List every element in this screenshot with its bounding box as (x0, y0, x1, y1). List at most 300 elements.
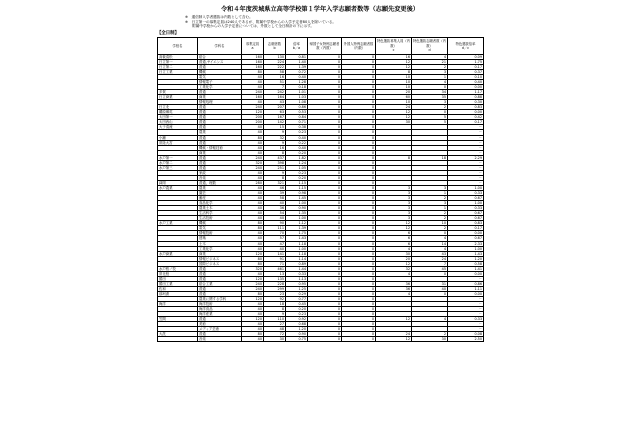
special-ratio-cell: － (448, 170, 484, 175)
applicants-cell: 299 (264, 286, 286, 291)
special-capacity-cell: 12 (376, 110, 412, 115)
special-capacity-cell: 12 (376, 64, 412, 69)
column-header (448, 37, 484, 54)
department-cell: 普通 (198, 332, 242, 337)
special-ratio-cell: 1.75 (448, 59, 484, 64)
capacity-cell: 280 (242, 180, 264, 185)
applicants-cell: 222 (264, 64, 286, 69)
capacity-cell: 160 (242, 95, 264, 100)
ratio-cell: 1.43 (286, 236, 308, 241)
applicants-cell: 72 (264, 332, 286, 337)
foreign-cell: 0 (342, 95, 376, 100)
school-name-cell: 磯原郷英 (158, 110, 198, 115)
note-line: ※ 日立第一の募集定員は240人であるが、附属中学校からの入学予定者80人を除いている。 (185, 19, 337, 24)
special-capacity-cell: 30 (376, 251, 412, 256)
special-applicants-cell: 1 (412, 191, 448, 196)
school-name-cell: 日立工業 (158, 69, 198, 74)
capacity-cell: 40 (242, 337, 264, 342)
special-capacity-cell: 3 (376, 191, 412, 196)
returnee-cell: 0 (308, 90, 342, 95)
column-header (198, 37, 242, 54)
special-capacity-cell: 12 (376, 261, 412, 266)
special-capacity-cell: 36 (376, 286, 412, 291)
column-header-label: 学科名 (214, 43, 225, 48)
special-ratio-cell: 0.42 (448, 115, 484, 120)
special-ratio-cell: 1.00 (448, 201, 484, 206)
department-cell: 普通 (198, 105, 242, 110)
table-row (158, 337, 484, 342)
returnee-cell: 0 (308, 186, 342, 191)
special-ratio-cell: 0.08 (448, 332, 484, 337)
special-ratio-cell: － (448, 130, 484, 135)
special-applicants-cell: 45 (412, 266, 448, 271)
capacity-cell: 200 (242, 120, 264, 125)
special-applicants-cell: 34 (412, 90, 448, 95)
school-name-cell: 水戸第二 (158, 160, 198, 165)
special-ratio-cell: － (448, 297, 484, 302)
ratio-cell: 0.40 (286, 145, 308, 150)
column-header-label: 倍率 (293, 41, 300, 46)
foreign-cell: 0 (342, 322, 376, 327)
applicants-cell: 58 (264, 196, 286, 201)
table-body (158, 54, 484, 342)
foreign-cell: 0 (342, 186, 376, 191)
department-cell: 情報電子 (198, 80, 242, 85)
foreign-cell: 0 (342, 261, 376, 266)
school-name-cell: 水戸第三 (158, 165, 198, 170)
returnee-cell: 0 (308, 216, 342, 221)
ratio-cell: 1.18 (286, 241, 308, 246)
capacity-cell: 40 (242, 80, 264, 85)
ratio-cell: 1.15 (286, 186, 308, 191)
special-ratio-cell: 0.00 (448, 291, 484, 296)
special-ratio-cell: － (448, 180, 484, 185)
returnee-cell: 0 (308, 302, 342, 307)
ratio-cell: 0.45 (286, 302, 308, 307)
special-ratio-cell: 0.58 (448, 261, 484, 266)
special-capacity-cell: 36 (376, 281, 412, 286)
ratio-cell: 1.18 (286, 251, 308, 256)
returnee-cell: 0 (308, 307, 342, 312)
department-cell: 機械 (198, 221, 242, 226)
foreign-cell: 0 (342, 64, 376, 69)
capacity-cell: 40 (242, 312, 264, 317)
special-applicants-cell: 2 (412, 226, 448, 231)
special-ratio-cell: 0.33 (448, 206, 484, 211)
capacity-cell: 80 (242, 332, 264, 337)
foreign-cell: 0 (342, 226, 376, 231)
foreign-cell: 0 (342, 317, 376, 322)
special-ratio-cell: 0.00 (448, 85, 484, 90)
capacity-cell: 40 (242, 175, 264, 180)
ratio-cell: 1.25 (286, 286, 308, 291)
special-applicants-cell: 4 (412, 80, 448, 85)
capacity-cell: 40 (242, 170, 264, 175)
special-capacity-cell: 3 (376, 211, 412, 216)
capacity-cell: 320 (242, 160, 264, 165)
applicants-cell: 51 (264, 80, 286, 85)
special-ratio-cell: 1.00 (448, 246, 484, 251)
foreign-cell: 0 (342, 266, 376, 271)
applicants-cell: 23 (264, 291, 286, 296)
returnee-cell: 0 (308, 110, 342, 115)
ratio-cell: 1.05 (286, 165, 308, 170)
school-name-cell: 小瀬 (158, 135, 198, 140)
capacity-cell: 40 (242, 271, 264, 276)
foreign-cell: 0 (342, 286, 376, 291)
returnee-cell: 0 (308, 175, 342, 180)
ratio-cell: 1.13 (286, 276, 308, 281)
special-applicants-cell: 0 (412, 85, 448, 90)
foreign-cell: 0 (342, 216, 376, 221)
applicants-table (157, 37, 484, 343)
applicants-cell: 71 (264, 261, 286, 266)
applicants-cell: 141 (264, 251, 286, 256)
special-applicants-cell: 3 (412, 201, 448, 206)
special-ratio-cell: 0.37 (448, 69, 484, 74)
ratio-cell: 1.45 (286, 196, 308, 201)
applicants-cell: 111 (264, 226, 286, 231)
department-cell: 普通 (198, 271, 242, 276)
special-ratio-cell: 0.88 (448, 95, 484, 100)
special-applicants-cell: 5 (412, 120, 448, 125)
foreign-cell: 0 (342, 180, 376, 185)
column-header (158, 37, 198, 54)
applicants-cell: 142 (264, 120, 286, 125)
capacity-cell: 80 (242, 256, 264, 261)
foreign-cell: 0 (342, 291, 376, 296)
returnee-cell: 0 (308, 241, 342, 246)
applicants-cell: 135 (264, 276, 286, 281)
ratio-cell: 0.38 (286, 125, 308, 130)
foreign-cell: 0 (342, 135, 376, 140)
returnee-cell: 0 (308, 312, 342, 317)
special-ratio-cell: 0.33 (448, 317, 484, 322)
applicants-cell: 90 (264, 221, 286, 226)
applicants-cell: 7 (264, 85, 286, 90)
capacity-cell: 40 (242, 100, 264, 105)
applicants-cell: 8 (264, 175, 286, 180)
special-ratio-cell: 0.86 (448, 281, 484, 286)
department-cell: 土木 (198, 241, 242, 246)
capacity-cell: 200 (242, 115, 264, 120)
special-capacity-cell: 12 (376, 221, 412, 226)
returnee-cell: 0 (308, 145, 342, 150)
returnee-cell: 0 (308, 291, 342, 296)
returnee-cell: 0 (308, 211, 342, 216)
foreign-cell: 0 (342, 206, 376, 211)
column-header (286, 37, 308, 54)
applicants-cell: 9 (264, 130, 286, 135)
applicants-cell: 9 (264, 170, 286, 175)
department-cell: メディア芸術 (198, 327, 242, 332)
returnee-cell: 0 (308, 256, 342, 261)
returnee-cell: 0 (308, 281, 342, 286)
school-name-cell: 高萩清松 (158, 54, 198, 59)
ratio-cell: 1.40 (286, 59, 308, 64)
department-cell: 総合 (198, 54, 242, 59)
special-ratio-cell: 2.33 (448, 241, 484, 246)
capacity-cell: 40 (242, 216, 264, 221)
special-capacity-cell: 12 (376, 115, 412, 120)
special-ratio-cell: 1.00 (448, 186, 484, 191)
foreign-cell: 0 (342, 241, 376, 246)
foreign-cell: 0 (342, 59, 376, 64)
special-capacity-cell: 12 (376, 59, 412, 64)
applicants-cell: 39 (264, 191, 286, 196)
special-capacity-cell: 6 (376, 241, 412, 246)
foreign-cell: 0 (342, 120, 376, 125)
department-cell: 普通 (198, 64, 242, 69)
special-applicants-cell: 0 (412, 271, 448, 276)
applicants-cell: 48 (264, 327, 286, 332)
foreign-cell: 0 (342, 256, 376, 261)
department-cell: 海洋技術 (198, 302, 242, 307)
ratio-cell: 0.18 (286, 85, 308, 90)
ratio-cell: 0.40 (286, 74, 308, 79)
capacity-cell: 120 (242, 297, 264, 302)
special-ratio-cell: 0.09 (448, 54, 484, 59)
special-capacity-cell: 20 (376, 256, 412, 261)
foreign-cell: 0 (342, 105, 376, 110)
returnee-cell: 0 (308, 155, 342, 160)
special-ratio-cell: 0.17 (448, 226, 484, 231)
foreign-cell: 0 (342, 130, 376, 135)
special-capacity-cell: 30 (376, 120, 412, 125)
returnee-cell: 0 (308, 74, 342, 79)
capacity-cell: 40 (242, 201, 264, 206)
school-name-cell: 佐和 (158, 286, 198, 291)
returnee-cell: 0 (308, 201, 342, 206)
special-ratio-cell: － (448, 135, 484, 140)
foreign-cell: 0 (342, 160, 376, 165)
special-applicants-cell: 0 (412, 231, 448, 236)
department-cell: 農業に関する学科 (198, 297, 242, 302)
special-ratio-cell: 0.67 (448, 196, 484, 201)
special-applicants-cell: 40 (412, 286, 448, 291)
special-applicants-cell: 2 (412, 211, 448, 216)
returnee-cell: 0 (308, 317, 342, 322)
capacity-cell: 40 (242, 231, 264, 236)
special-applicants-cell: 2 (412, 64, 448, 69)
applicants-cell: 16 (264, 74, 286, 79)
special-applicants-cell: 10 (412, 221, 448, 226)
special-capacity-cell: 10 (376, 85, 412, 90)
ratio-cell: 0.71 (286, 120, 308, 125)
special-applicants-cell: 24 (412, 256, 448, 261)
capacity-cell: 80 (242, 221, 264, 226)
special-applicants-cell: 4 (412, 236, 448, 241)
applicants-cell: 54 (264, 211, 286, 216)
special-ratio-cell: 2.29 (448, 155, 484, 160)
foreign-cell: 0 (342, 140, 376, 145)
department-cell: 生活技術 (198, 216, 242, 221)
special-capacity-cell: 16 (376, 54, 412, 59)
school-name-cell: 常陸大宮 (158, 140, 198, 145)
foreign-cell: 0 (342, 54, 376, 59)
returnee-cell: 0 (308, 80, 342, 85)
column-header-label: 特色選抜募集人員（内数） (377, 39, 410, 48)
department-cell: 音楽 (198, 337, 242, 342)
applicants-cell: 58 (264, 69, 286, 74)
ratio-cell: 1.24 (286, 160, 308, 165)
special-ratio-cell: 1.17 (448, 90, 484, 95)
special-ratio-cell: 1.43 (448, 251, 484, 256)
special-capacity-cell: 12 (376, 317, 412, 322)
department-cell: 商業 (198, 251, 242, 256)
applicants-cell: 251 (264, 165, 286, 170)
capacity-cell: 240 (242, 155, 264, 160)
returnee-cell: 0 (308, 59, 342, 64)
special-applicants-cell: 18 (412, 155, 448, 160)
foreign-cell: 0 (342, 80, 376, 85)
applicants-cell: 130 (264, 54, 286, 59)
foreign-cell: 0 (342, 332, 376, 337)
table-header (158, 37, 484, 54)
department-cell: 美術 (198, 322, 242, 327)
ratio-cell: 0.90 (286, 332, 308, 337)
applicants-cell: 47 (264, 241, 286, 246)
ratio-cell: 1.82 (286, 155, 308, 160)
school-name-cell: 勝田工業 (158, 281, 198, 286)
returnee-cell: 0 (308, 125, 342, 130)
returnee-cell: 0 (308, 286, 342, 291)
school-name-cell: 太田西山 (158, 120, 198, 125)
applicants-cell: 437 (264, 155, 286, 160)
ratio-cell: 1.20 (286, 327, 308, 332)
capacity-cell: 40 (242, 191, 264, 196)
applicants-cell: 228 (264, 281, 286, 286)
applicants-cell: 40 (264, 216, 286, 221)
special-capacity-cell: 10 (376, 80, 412, 85)
special-ratio-cell: － (448, 140, 484, 145)
department-cell: 普通 (198, 115, 242, 120)
section-label: 【全日制】 (157, 30, 179, 36)
ratio-cell: 1.12 (286, 221, 308, 226)
column-header (412, 37, 448, 54)
capacity-cell: 40 (242, 246, 264, 251)
applicants-cell: 40 (264, 246, 286, 251)
applicants-cell: 15 (264, 125, 286, 130)
special-capacity-cell: 4 (376, 271, 412, 276)
department-cell: 国際ビジネス (198, 261, 242, 266)
column-header (264, 37, 286, 54)
capacity-cell: 40 (242, 327, 264, 332)
ratio-cell: 1.00 (286, 216, 308, 221)
column-header-sub: a (251, 45, 254, 50)
foreign-cell: 0 (342, 90, 376, 95)
special-capacity-cell: 24 (376, 332, 412, 337)
special-applicants-cell: 21 (412, 59, 448, 64)
special-applicants-cell: 14 (412, 241, 448, 246)
department-cell: 農業土木 (198, 206, 242, 211)
school-name-cell: 緑岡 (158, 180, 198, 185)
applicants-cell: 30 (264, 337, 286, 342)
special-ratio-cell: － (448, 276, 484, 281)
special-capacity-cell: 3 (376, 186, 412, 191)
ratio-cell: 0.23 (286, 130, 308, 135)
school-name-cell (158, 337, 198, 342)
special-ratio-cell: － (448, 312, 484, 317)
ratio-cell: 1.15 (286, 180, 308, 185)
returnee-cell: 0 (308, 236, 342, 241)
returnee-cell: 0 (308, 271, 342, 276)
department-cell: 農業 (198, 130, 242, 135)
capacity-cell: 120 (242, 110, 264, 115)
foreign-cell: 0 (342, 271, 376, 276)
capacity-cell: 120 (242, 251, 264, 256)
school-name-cell: 日立第二 (158, 64, 198, 69)
returnee-cell: 0 (308, 170, 342, 175)
special-capacity-cell: 20 (376, 90, 412, 95)
ratio-cell: 0.77 (286, 297, 308, 302)
capacity-cell: 320 (242, 266, 264, 271)
returnee-cell: 0 (308, 150, 342, 155)
special-applicants-cell: 2 (412, 332, 448, 337)
special-ratio-cell: － (448, 145, 484, 150)
department-cell: 普通，理数 (198, 180, 242, 185)
department-cell: 普通 (198, 160, 242, 165)
column-header (342, 37, 376, 54)
returnee-cell: 0 (308, 130, 342, 135)
capacity-cell: 160 (242, 64, 264, 69)
returnee-cell: 0 (308, 69, 342, 74)
special-applicants-cell: 3 (412, 186, 448, 191)
special-ratio-cell: 1.20 (448, 256, 484, 261)
school-name-cell: 大洗 (158, 332, 198, 337)
department-cell: 普通 (198, 135, 242, 140)
school-name-cell: 笠間 (158, 317, 198, 322)
department-cell: 普通 (198, 276, 242, 281)
ratio-cell: 0.92 (286, 317, 308, 322)
special-ratio-cell: － (448, 150, 484, 155)
foreign-cell: 0 (342, 115, 376, 120)
special-capacity-cell: 10 (376, 100, 412, 105)
special-ratio-cell: 0.00 (448, 271, 484, 276)
returnee-cell: 0 (308, 54, 342, 59)
column-header (242, 37, 264, 54)
returnee-cell: 0 (308, 337, 342, 342)
foreign-cell: 0 (342, 231, 376, 236)
column-header-sub: b (273, 45, 276, 50)
returnee-cell: 0 (308, 226, 342, 231)
department-cell: 普通 (198, 291, 242, 296)
special-applicants-cell: 4 (412, 317, 448, 322)
special-ratio-cell: － (448, 302, 484, 307)
department-cell: 建築 (198, 236, 242, 241)
applicants-cell: 164 (264, 95, 286, 100)
applicants-cell: 242 (264, 90, 286, 95)
returnee-cell: 0 (308, 95, 342, 100)
special-applicants-cell: 2 (412, 105, 448, 110)
ratio-cell: 1.08 (286, 100, 308, 105)
department-cell: 普通 (198, 140, 242, 145)
foreign-cell: 0 (342, 150, 376, 155)
foreign-cell: 0 (342, 85, 376, 90)
special-applicants-cell: 0 (412, 291, 448, 296)
department-cell: 商業 (198, 95, 242, 100)
ratio-cell: 0.72 (286, 69, 308, 74)
special-capacity-cell: 6 (376, 236, 412, 241)
capacity-cell: 40 (242, 211, 264, 216)
ratio-cell: 1.00 (286, 246, 308, 251)
applicants-cell: 224 (264, 59, 286, 64)
ratio-cell: 0.84 (286, 115, 308, 120)
special-applicants-cell: 31 (412, 281, 448, 286)
capacity-cell: 120 (242, 317, 264, 322)
department-cell: 園芸 (198, 191, 242, 196)
capacity-cell: 40 (242, 145, 264, 150)
